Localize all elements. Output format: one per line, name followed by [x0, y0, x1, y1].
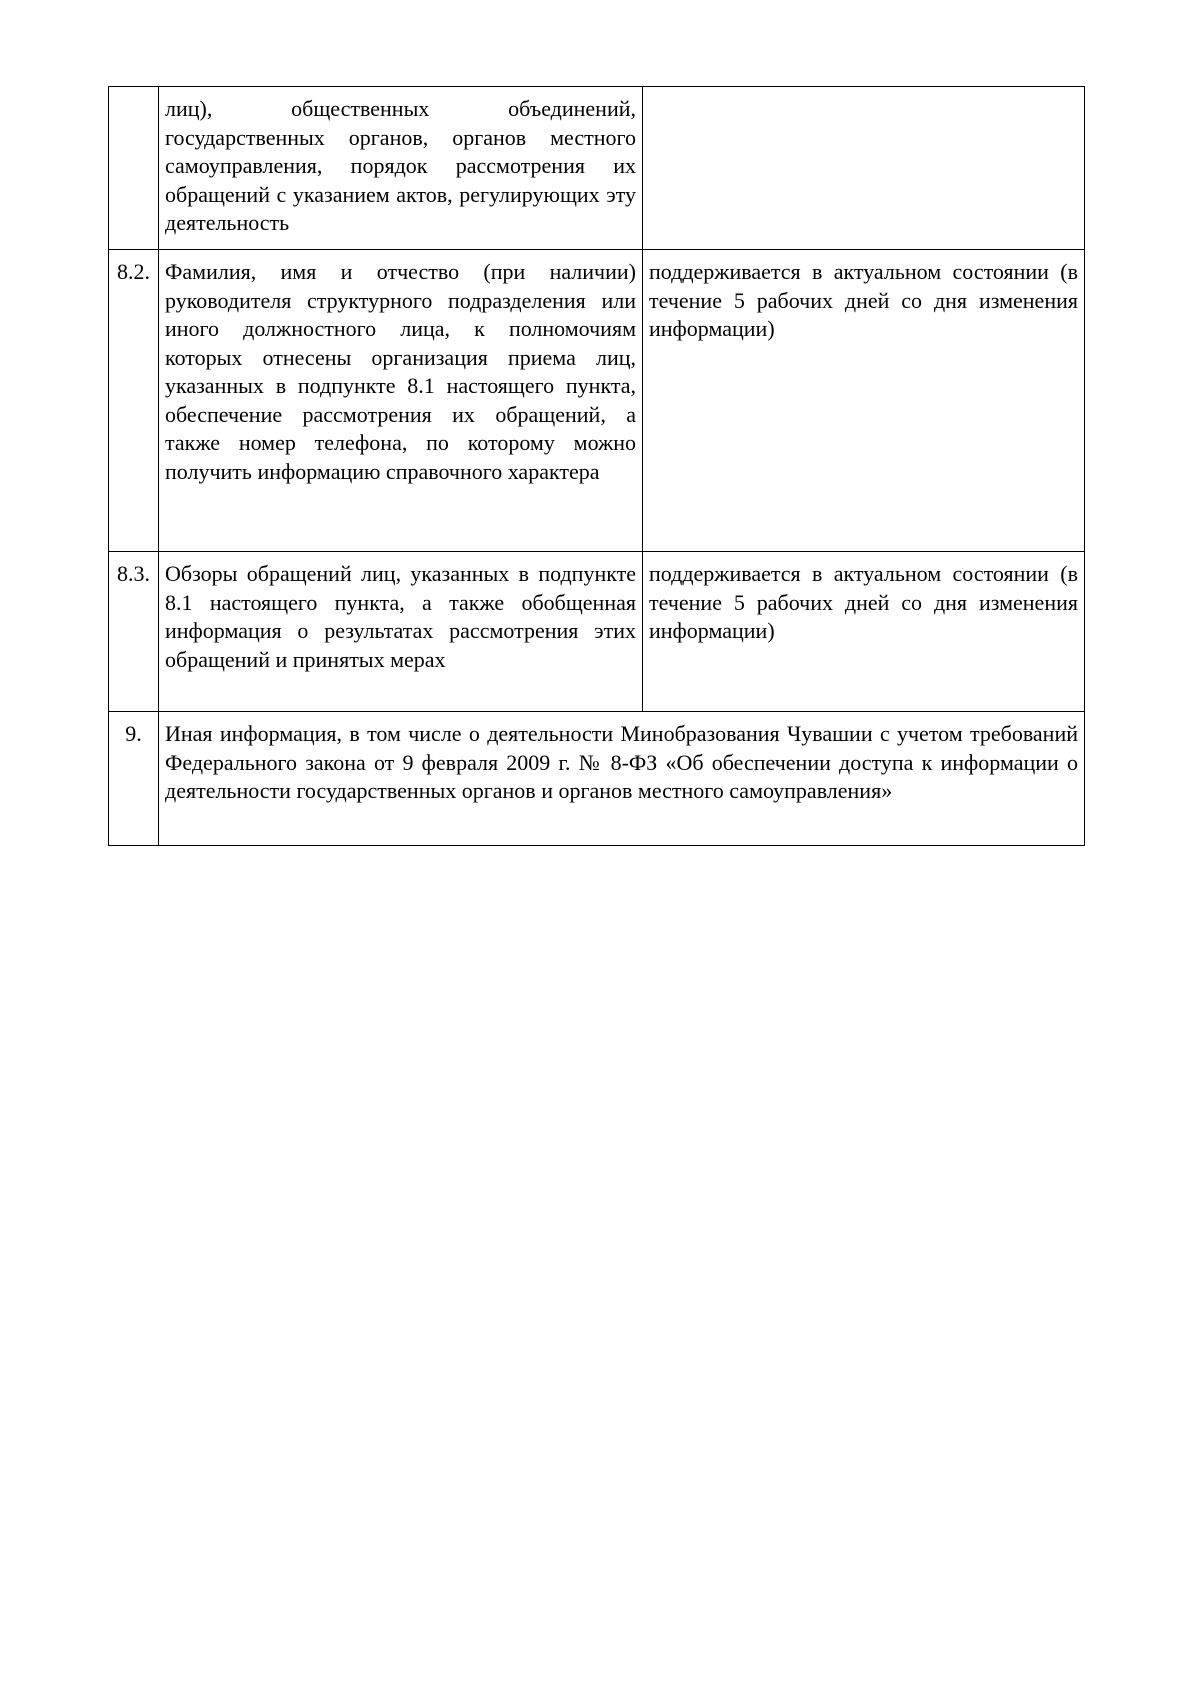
row-content-cell: лиц), общественных объединений, государственных органов, органов местного самоуправления, порядок рассмотрения их обращений с указанием актов, регулирующих эту деятельность — [159, 87, 643, 250]
row-term-cell — [643, 87, 1085, 250]
row-term-cell: поддерживается в актуальном состоянии (в течение 5 рабочих дней со дня изменения информации) — [643, 250, 1085, 552]
information-table — [108, 86, 1085, 846]
row-number-cell — [109, 87, 159, 250]
row-number: 8.3. — [117, 561, 150, 586]
table-row — [109, 552, 1085, 712]
row-term-cell: поддерживается в актуальном состоянии (в течение 5 рабочих дней со дня изменения информации) — [643, 552, 1085, 712]
row-number-cell — [109, 712, 159, 846]
row-content-cell: Фамилия, имя и отчество (при наличии) руководителя структурного подразделения или иного должностного лица, к полномочиям которых отнесены организация приема лиц, указанных в подпункте 8.1 настоящего пункта, обеспечение рассмотрения их обращений, а также номер телефона, по которому можно получить информацию справочного характера — [159, 250, 643, 552]
table-row — [109, 250, 1085, 552]
table-row — [109, 712, 1085, 846]
row-content-cell: Обзоры обращений лиц, указанных в подпункте 8.1 настоящего пункта, а также обобщенная информация о результатах рассмотрения этих обращений и принятых мерах — [159, 552, 643, 712]
row-number-cell — [109, 250, 159, 552]
table-row — [109, 87, 1085, 250]
row-number: 9. — [125, 721, 142, 746]
row-content-cell: Иная информация, в том числе о деятельности Минобразования Чувашии с учетом требований Федерального закона от 9 февраля 2009 г. № 8-ФЗ «Об обеспечении доступа к информации о деятельности государственных органов и органов местного самоуправления» — [159, 712, 1085, 846]
row-number: 8.2. — [117, 259, 150, 284]
row-number-cell — [109, 552, 159, 712]
